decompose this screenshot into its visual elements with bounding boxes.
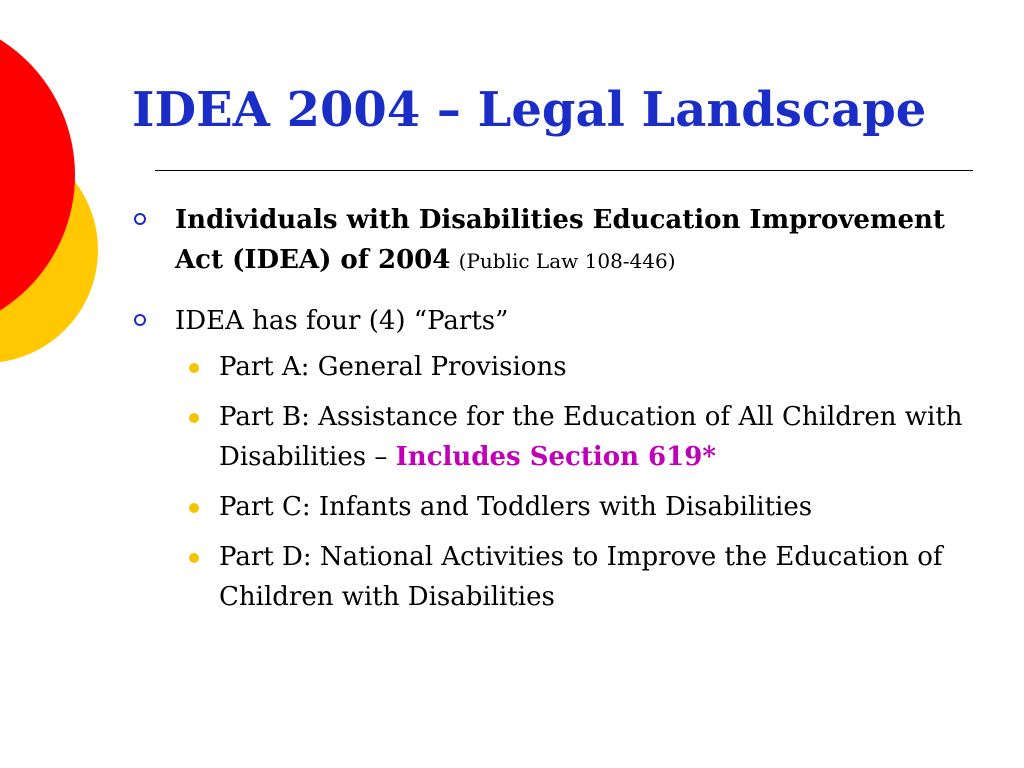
public-law-note: (Public Law 108-446) <box>458 249 676 273</box>
decorative-circles <box>0 0 110 420</box>
part-b-item <box>175 397 990 477</box>
yellow-dot-bullet-icon <box>189 503 199 513</box>
part-c-text: Part C: Infants and Toddlers with Disabilities <box>219 492 813 522</box>
parts-list <box>175 347 990 617</box>
part-a-text: Part A: General Provisions <box>219 352 567 382</box>
hollow-circle-bullet-icon <box>134 213 146 225</box>
yellow-dot-bullet-icon <box>189 553 199 563</box>
section-619-highlight: Includes Section 619* <box>395 442 716 472</box>
part-b-text: Part B: Assistance for the Education of All Children with Disabilities – <box>219 402 963 472</box>
bullet-idea-act <box>130 200 990 281</box>
part-d-item <box>175 537 990 617</box>
yellow-dot-bullet-icon <box>189 413 199 423</box>
slide-body <box>130 200 990 617</box>
parts-heading: IDEA has four (4) “Parts” <box>175 306 509 336</box>
yellow-dot-bullet-icon <box>189 363 199 373</box>
part-c-item <box>175 487 990 527</box>
hollow-circle-bullet-icon <box>134 314 146 326</box>
act-name: Individuals with Disabilities Education Improvement Act (IDEA) of 2004 <box>175 205 945 275</box>
title-divider <box>155 170 973 171</box>
slide-title: IDEA 2004 – Legal Landscape <box>132 82 927 138</box>
bullet-idea-parts <box>130 301 990 341</box>
part-d-text: Part D: National Activities to Improve the Education of Children with Disabilities <box>219 542 943 612</box>
part-a-item <box>175 347 990 387</box>
